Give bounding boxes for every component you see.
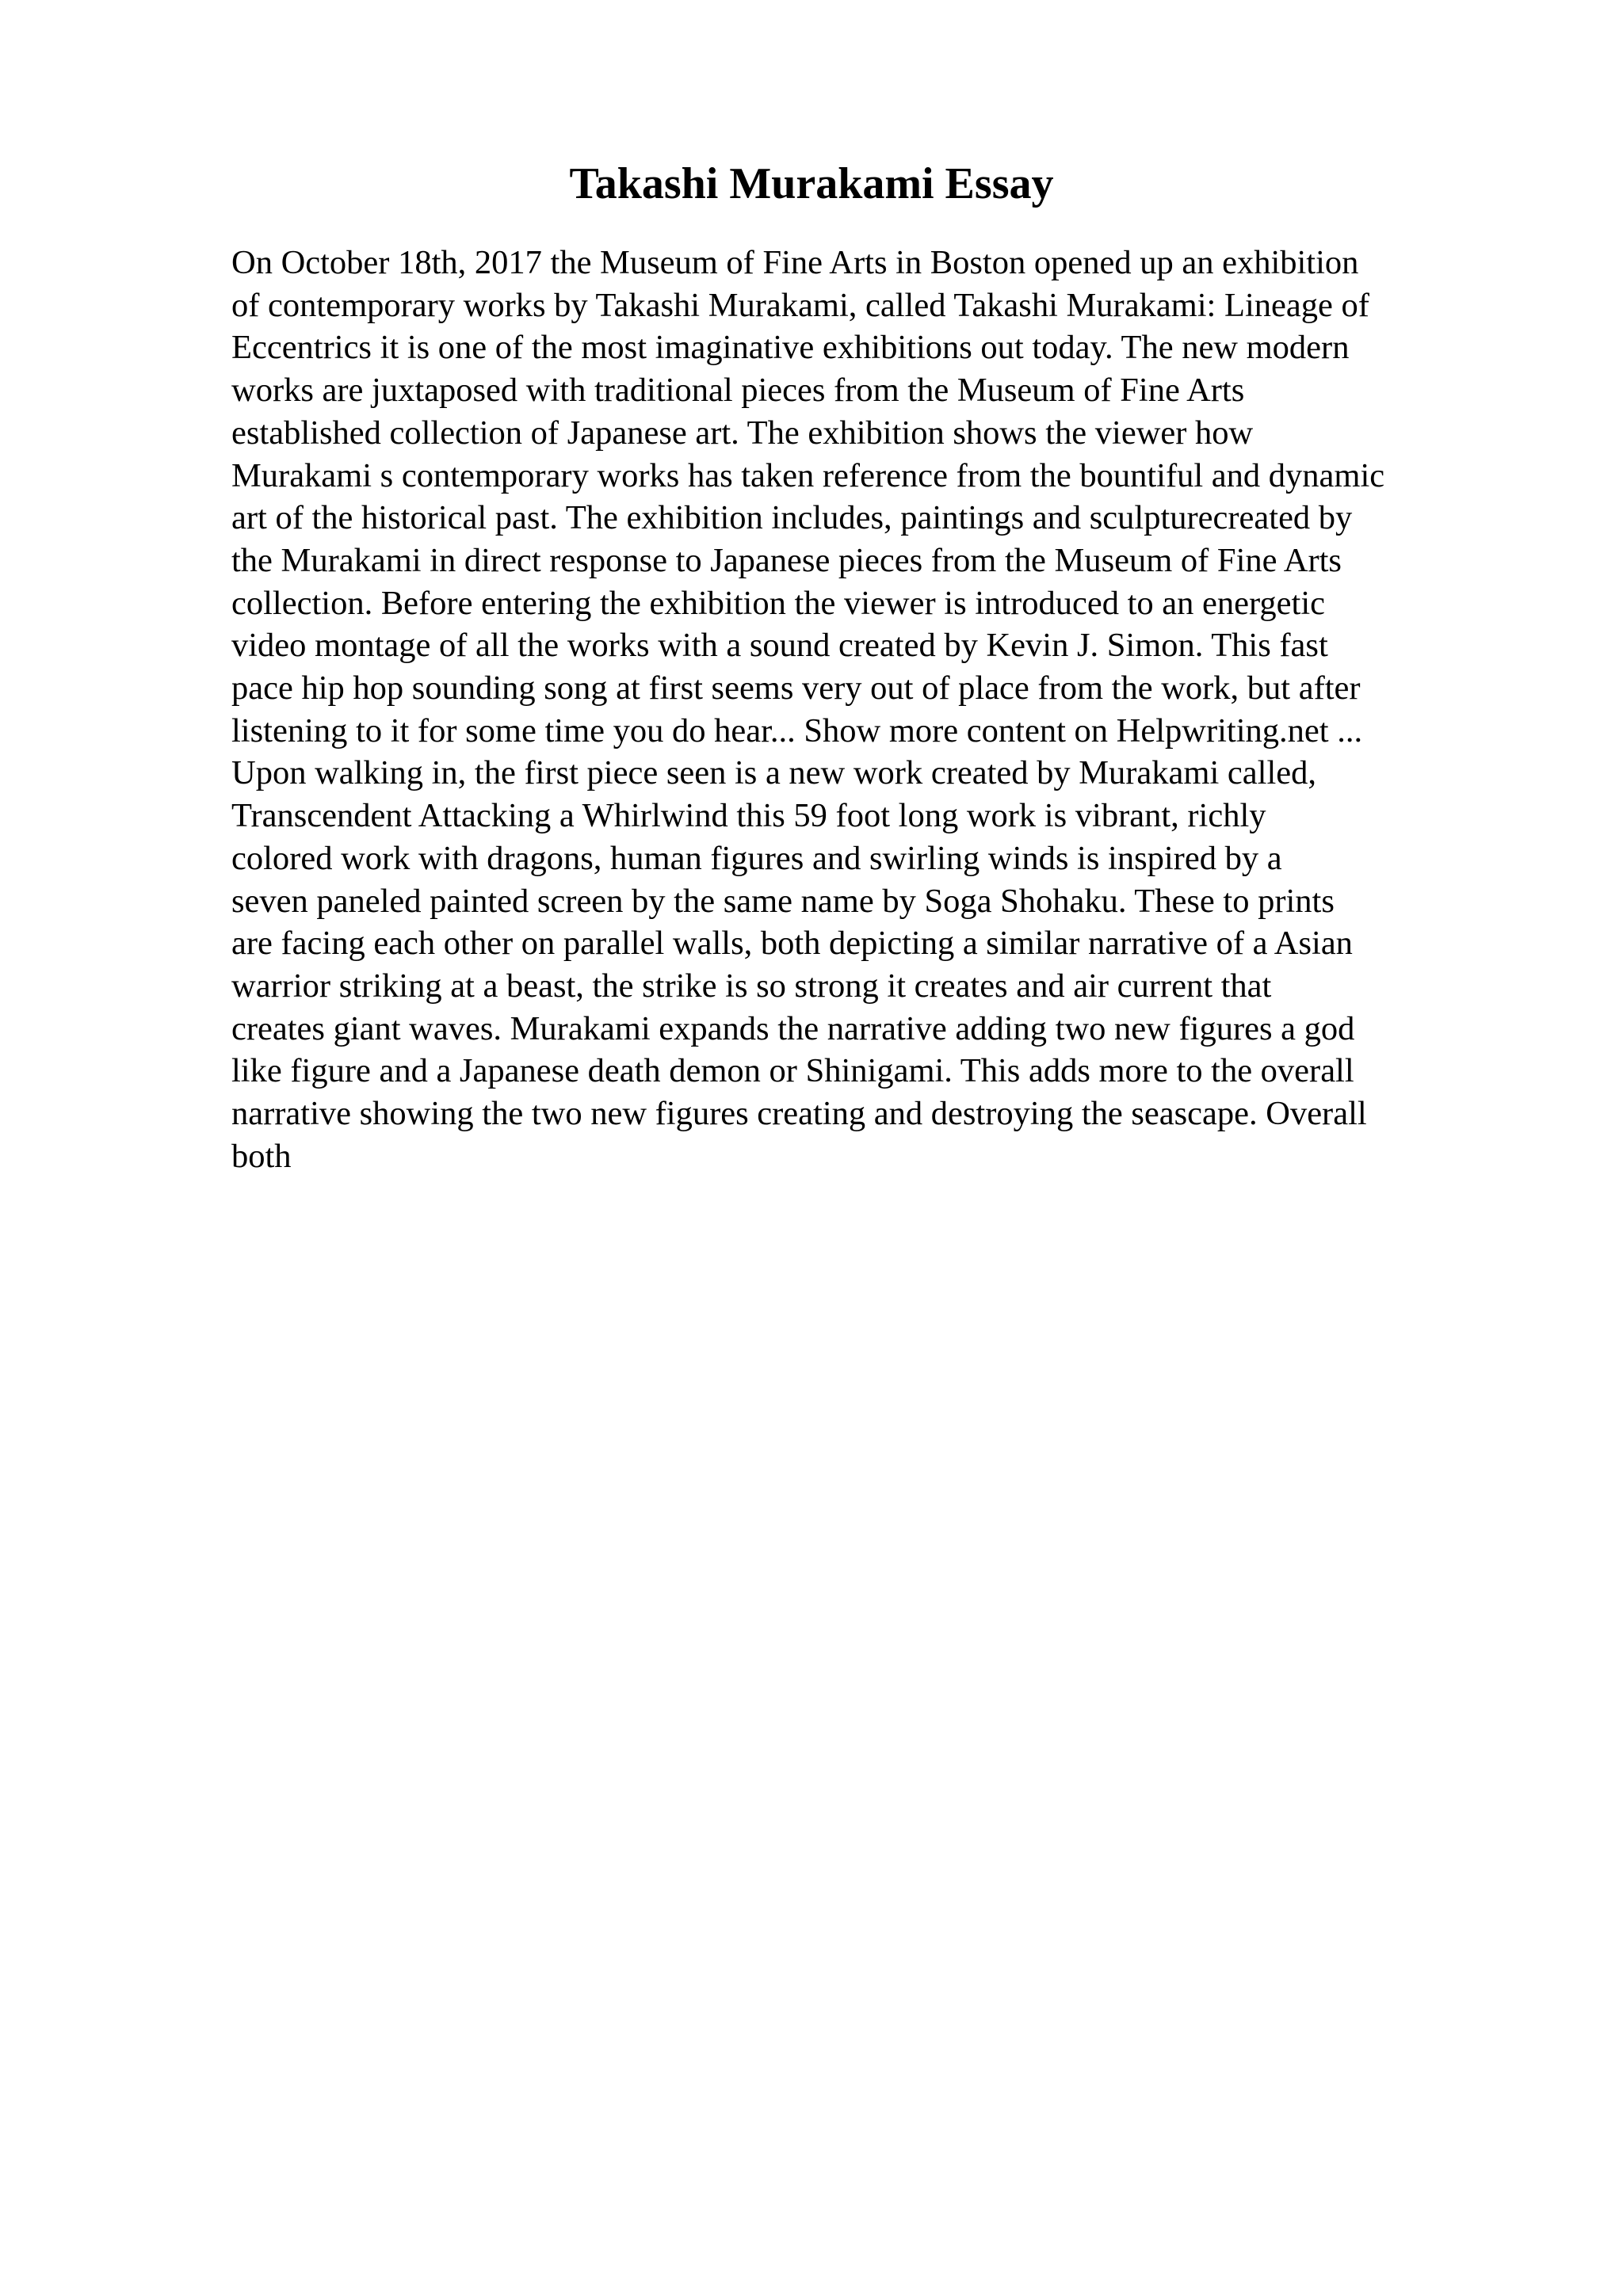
essay-line: both	[231, 1137, 292, 1175]
essay-line: On October 18th, 2017 the Museum of Fine Arts in Boston opened up an exhibition	[231, 244, 1359, 281]
essay-body	[231, 242, 1515, 1177]
essay-line: listening to it for some time you do hear... Show more content on Helpwriting.net ...	[231, 711, 1363, 749]
essay-line: warrior striking at a beast, the strike is so strong it creates and air current that	[231, 967, 1272, 1005]
essay-line: art of the historical past. The exhibition includes, paintings and sculpturecreated by	[231, 499, 1353, 537]
essay-line: Transcendent Attacking a Whirlwind this 59 foot long work is vibrant, richly	[231, 797, 1266, 835]
essay-line: seven paneled painted screen by the same name by Soga Shohaku. These to prints	[231, 882, 1335, 920]
essay-line: like figure and a Japanese death demon or Shinigami. This adds more to the overall	[231, 1052, 1354, 1090]
essay-line: pace hip hop sounding song at first seems very out of place from the work, but after	[231, 669, 1361, 707]
essay-line: of contemporary works by Takashi Murakami, called Takashi Murakami: Lineage of	[231, 286, 1369, 324]
essay-line: narrative showing the two new figures creating and destroying the seascape. Overall	[231, 1095, 1367, 1133]
essay-line: colored work with dragons, human figures and swirling winds is inspired by a	[231, 839, 1282, 877]
document-title: Takashi Murakami Essay	[569, 159, 1054, 208]
essay-line: established collection of Japanese art. The exhibition shows the viewer how	[231, 414, 1254, 452]
essay-line: creates giant waves. Murakami expands the narrative adding two new figures a god	[231, 1009, 1355, 1047]
essay-line: collection. Before entering the exhibition the viewer is introduced to an energetic	[231, 584, 1325, 622]
essay-line: are facing each other on parallel walls, both depicting a similar narrative of a Asian	[231, 925, 1353, 963]
essay-line: video montage of all the works with a sound created by Kevin J. Simon. This fast	[231, 627, 1328, 665]
essay-line: works are juxtaposed with traditional pieces from the Museum of Fine Arts	[231, 372, 1245, 410]
essay-line: Upon walking in, the first piece seen is a new work created by Murakami called,	[231, 754, 1316, 792]
essay-line: the Murakami in direct response to Japanese pieces from the Museum of Fine Arts	[231, 541, 1342, 579]
essay-line: Eccentrics it is one of the most imaginative exhibitions out today. The new modern	[231, 329, 1350, 367]
essay-line: Murakami s contemporary works has taken reference from the bountiful and dynamic	[231, 456, 1385, 494]
